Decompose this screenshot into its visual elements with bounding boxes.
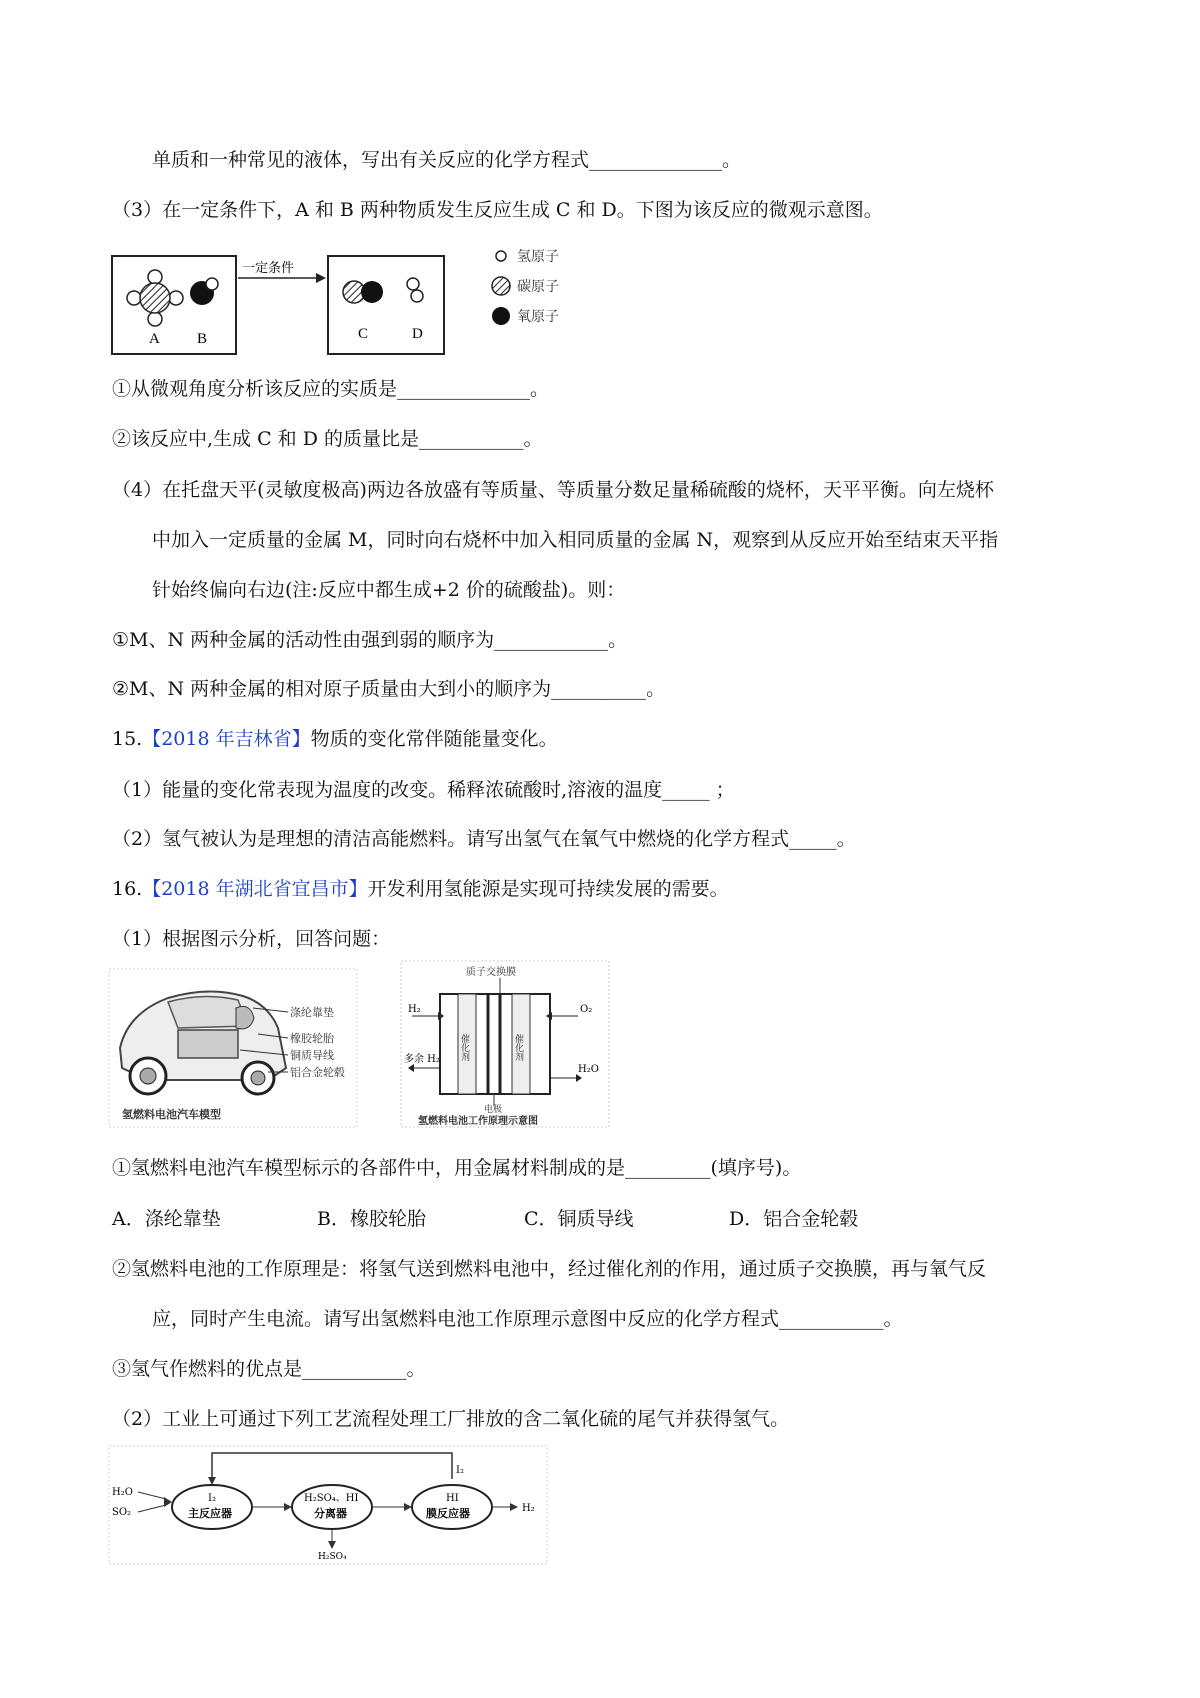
- electrode-label: 电极: [484, 1105, 503, 1115]
- question-16: [112, 877, 729, 901]
- recycle-line: [212, 1453, 452, 1479]
- input-o2: O₂: [580, 1004, 593, 1015]
- text-line-3: ①从微观角度分析该反应的实质是______________。: [112, 378, 550, 400]
- text-line-1: 单质和一种常见的液体，写出有关反应的化学方程式______________。: [152, 149, 742, 171]
- label-c: C: [358, 326, 369, 342]
- text-line-10: （1）能量的变化常表现为温度的改变。稀释浓硫酸时,溶液的温度_____ ；: [112, 779, 735, 801]
- legend-oxygen-icon: [492, 307, 510, 325]
- cell-caption: 氢燃料电池工作原理示意图: [418, 1116, 538, 1127]
- text-line-7: 针始终偏向右边(注:反应中都生成+2 价的硫酸盐)。则：: [152, 579, 626, 601]
- label-d: D: [412, 326, 423, 342]
- question-15-source: 【2018 年吉林省】: [142, 728, 311, 750]
- carbon-atom: [140, 283, 170, 313]
- node-2-name: 分离器: [314, 1507, 347, 1520]
- car-caption: 氢燃料电池汽车模型: [122, 1108, 221, 1121]
- part-tire: 橡胶轮胎: [290, 1032, 334, 1045]
- part-seat: 涤纶靠垫: [290, 1006, 334, 1019]
- text-line-12: （1）根据图示分析，回答问题：: [112, 928, 391, 950]
- node-3-top: HI: [446, 1493, 459, 1504]
- option-a: A．涤纶靠垫: [112, 1208, 221, 1230]
- option-c: C．铜质导线: [524, 1208, 634, 1230]
- legend-carbon: 碳原子: [517, 279, 559, 295]
- text-line-11: （2）氢气被认为是理想的清洁高能燃料。请写出氢气在氧气中燃烧的化学方程式_____。: [112, 828, 856, 850]
- node-1-name: 主反应器: [188, 1507, 232, 1520]
- text-line-16: ③氢气作燃料的优点是___________。: [112, 1358, 426, 1380]
- text-line-4: ②该反应中,生成 C 和 D 的质量比是___________。: [112, 428, 543, 450]
- legend-oxygen: 氧原子: [517, 309, 559, 325]
- question-15: [112, 727, 558, 751]
- part-wire: 铜质导线: [290, 1049, 334, 1062]
- question-15-number: 15.: [112, 728, 143, 750]
- text-line-14: ②氢燃料电池的工作原理是：将氢气送到燃料电池中，经过催化剂的作用，通过质子交换膜，再与氧气反: [112, 1258, 987, 1280]
- legend-hydrogen: 氢原子: [517, 249, 559, 265]
- question-15-text: 物质的变化常伴随能量变化。: [310, 728, 558, 750]
- engine-block: [178, 1030, 238, 1058]
- car-model-figure: [108, 968, 358, 1128]
- question-16-number: 16.: [112, 878, 143, 900]
- reaction-micro-diagram: [108, 248, 588, 358]
- product-box: [328, 256, 444, 354]
- output-h2so4: H₂SO₄: [318, 1552, 347, 1562]
- text-line-8: ①M、N 两种金属的活动性由强到弱的顺序为____________。: [112, 629, 628, 651]
- question-16-text: 开发利用氢能源是实现可持续发展的需要。: [367, 878, 729, 900]
- option-b: B．橡胶轮胎: [317, 1208, 426, 1230]
- text-line-9: ②M、N 两种金属的相对原子质量由大到小的顺序为__________。: [112, 678, 666, 700]
- option-d: D．铝合金轮毂: [729, 1208, 859, 1230]
- label-a: A: [149, 331, 160, 347]
- fuel-cell-figure: [400, 960, 610, 1128]
- text-line-6: 中加入一定质量的金属 M，同时向右烧杯中加入相同质量的金属 N，观察到从反应开始至结束天平指: [152, 529, 999, 551]
- part-hub: 铝合金轮毂: [290, 1066, 345, 1079]
- text-line-13: ①氢燃料电池汽车模型标示的各部件中，用金属材料制成的是_________(填序号)。: [112, 1157, 802, 1179]
- recycle-label: I₂: [456, 1465, 464, 1476]
- catalyst-right: 催化剂: [513, 1034, 523, 1061]
- output-excess-h2: 多余 H₂: [404, 1054, 440, 1065]
- node-2-top: H₂SO₄、HI: [304, 1493, 359, 1504]
- node-3-name: 膜反应器: [426, 1507, 470, 1520]
- text-line-5: （4）在托盘天平(灵敏度极高)两边各放盛有等质量、等质量分数足量稀硫酸的烧杯，天平平衡。向左烧杯: [112, 479, 994, 501]
- cell-frame: [440, 994, 550, 1094]
- label-b: B: [197, 331, 208, 347]
- catalyst-left: 催化剂: [459, 1034, 469, 1061]
- process-flow-diagram: [108, 1445, 548, 1565]
- legend-hydrogen-icon: [496, 251, 506, 261]
- arrow-condition: 一定条件: [242, 261, 295, 276]
- text-line-15: 应，同时产生电流。请写出氢燃料电池工作原理示意图中反应的化学方程式___________。: [152, 1308, 903, 1330]
- question-3-intro: （3）在一定条件下，A 和 B 两种物质发生反应生成 C 和 D。下图为该反应的微观示意图。: [112, 199, 883, 221]
- output-h2: H₂: [522, 1503, 535, 1514]
- question-16-source: 【2018 年湖北省宜昌市】: [142, 878, 368, 900]
- input-h2: H₂: [408, 1004, 421, 1015]
- input-so2: SO₂: [112, 1507, 132, 1518]
- text-line-17: （2）工业上可通过下列工艺流程处理工厂排放的含二氧化硫的尾气并获得氢气。: [112, 1408, 790, 1430]
- input-h2o: H₂O: [112, 1487, 133, 1498]
- node-1-top: I₂: [208, 1493, 216, 1504]
- output-h2o: H₂O: [578, 1064, 599, 1075]
- membrane-label: 质子交换膜: [466, 967, 516, 978]
- legend-carbon-icon: [492, 277, 510, 295]
